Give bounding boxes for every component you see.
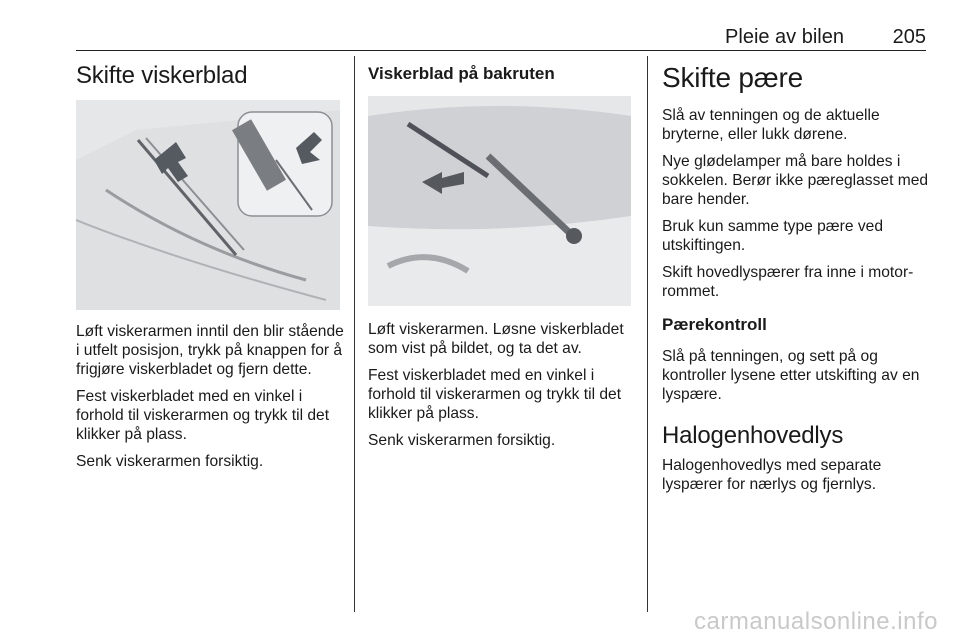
paragraph: Fest viskerbladet med en vinkel i forhold til viskerarmen og trykk til det klikker på plass. bbox=[368, 367, 622, 422]
front-wiper-illustration bbox=[76, 100, 340, 310]
section-heading-bulb: Skifte pære bbox=[662, 62, 803, 93]
paragraph: Bruk kun samme type pære ved utskiftingen. bbox=[662, 218, 884, 254]
front-wiper-drawing bbox=[76, 100, 340, 310]
paragraph: Senk viskerarmen forsiktig. bbox=[76, 453, 264, 470]
column-2-text bbox=[368, 320, 636, 458]
rear-wiper-drawing bbox=[368, 96, 631, 306]
column-2 bbox=[368, 64, 634, 84]
paragraph: Slå av tenningen og de aktuelle bryterne, eller lukk dørene. bbox=[662, 107, 880, 143]
paragraph: Nye glødelamper må bare holdes i sokkelen. Berør ikke pæreglasset med bare hender. bbox=[662, 153, 929, 208]
paragraph: Slå på tenningen, og sett på og kontroller lysene etter utskifting av en lyspære. bbox=[662, 348, 920, 403]
page-number: 205 bbox=[892, 26, 926, 48]
section-heading-rear-wiper: Viskerblad på bakruten bbox=[368, 64, 555, 83]
watermark: carmanualsonline.info bbox=[694, 608, 938, 635]
section-heading-wiper: Skifte viskerblad bbox=[76, 62, 248, 89]
paragraph: Skift hovedlyspærer fra inne i motor-rommet. bbox=[662, 264, 914, 300]
column-divider-1 bbox=[354, 56, 355, 612]
header-title: Pleie av bilen bbox=[725, 26, 844, 48]
column-1-text bbox=[76, 322, 344, 479]
paragraph: Halogenhovedlys med separate lyspærer for nærlys og fjernlys. bbox=[662, 457, 882, 493]
paragraph: Løft viskerarmen inntil den blir stående i utfelt posisjon, trykk på knappen for å frigjøre viskerbladet og fjern dette. bbox=[76, 323, 344, 378]
sub-heading-bulb-check: Pærekontroll bbox=[662, 315, 767, 334]
paragraph: Løft viskerarmen. Løsne viskerbladet som vist på bildet, og ta det av. bbox=[368, 321, 624, 357]
column-1 bbox=[76, 62, 342, 90]
column-3 bbox=[662, 62, 930, 502]
rear-wiper-illustration bbox=[368, 96, 631, 306]
paragraph: Senk viskerarmen forsiktig. bbox=[368, 432, 556, 449]
section-heading-halogen: Halogenhovedlys bbox=[662, 422, 844, 449]
paragraph: Fest viskerbladet med en vinkel i forhold til viskerarmen og trykk til det klikker på plass. bbox=[76, 388, 330, 443]
page-header bbox=[76, 24, 926, 51]
column-divider-2 bbox=[647, 56, 648, 612]
